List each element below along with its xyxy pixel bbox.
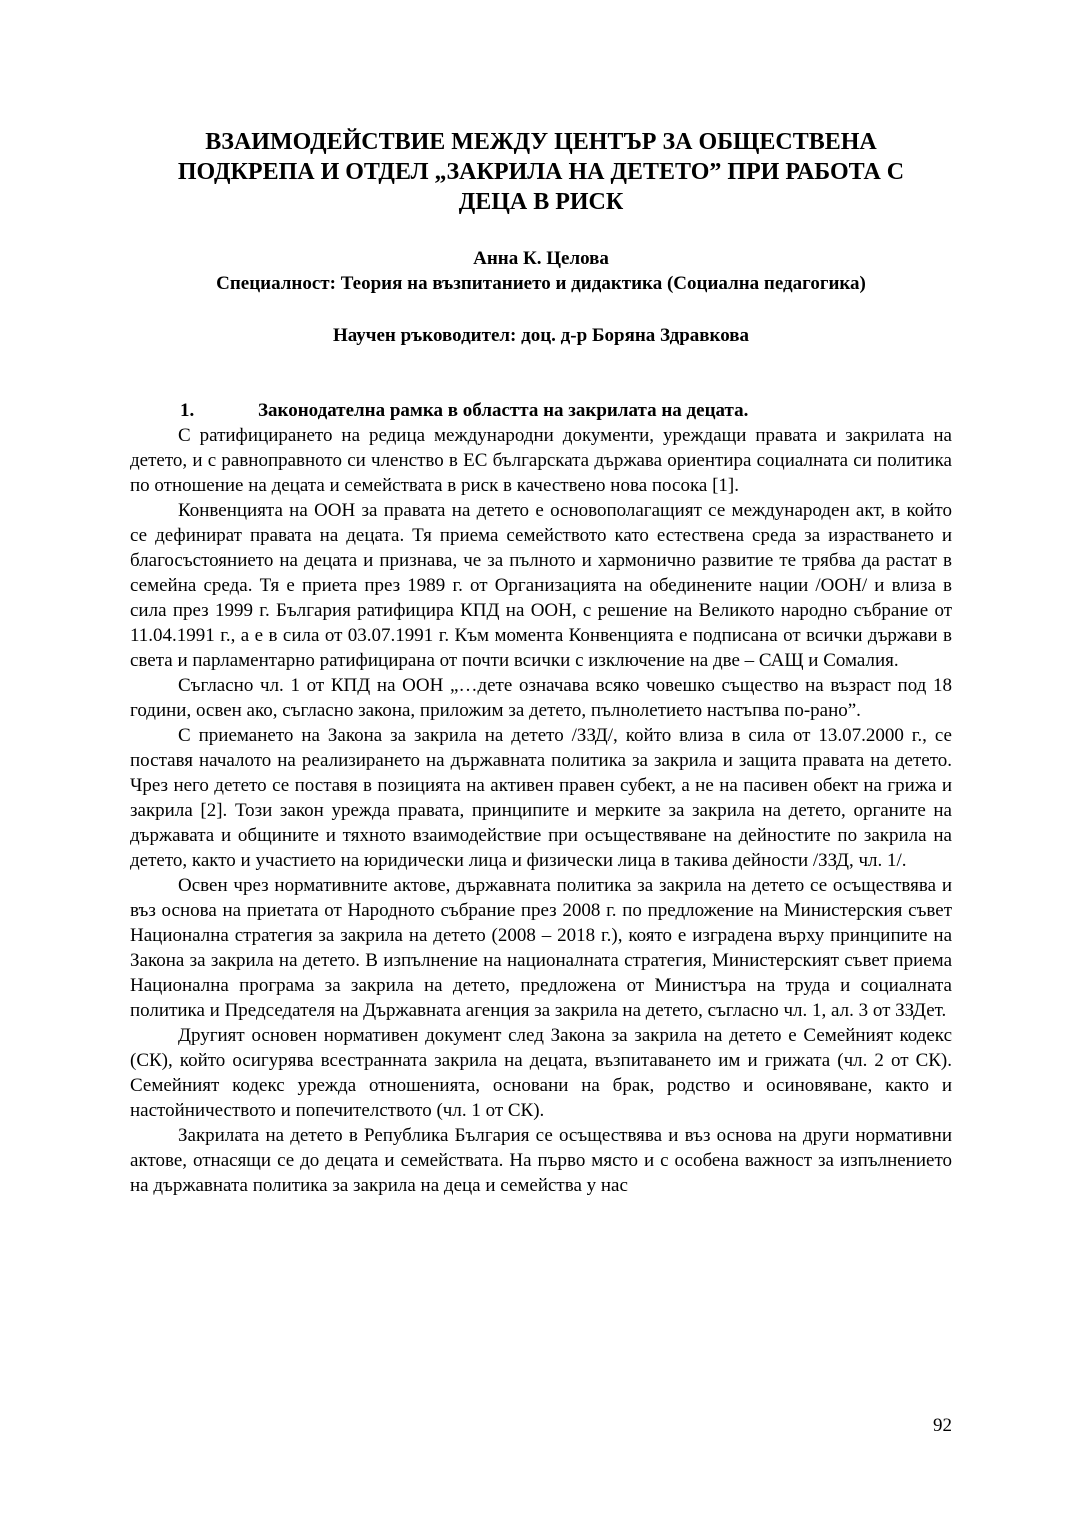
paragraph: Закрилата на детето в Република България се осъществява и въз основа на други нормативни актове, отнасящи се до децата и семействата. На първо място и с особена важност за изпълнението на държавната политика за закрила на деца и семейства у нас [130,1125,952,1196]
author-block [130,246,952,296]
paragraph: Освен чрез нормативните актове, държавната политика за закрила на детето се осъществява и въз основа на приетата от Народното събрание през 2008 г. по предложение на Министерския съвет Национална стратегия за закрила на детето (2008 – 2018 г.), която е изградена върху принципите на Закона за закрила на детето. В изпълнение на националната стратегия, Министерският съвет приема Национална програма за закрила на детето, предложена от Министъра на труда и социалната политика и Председателя на Държавната агенция за закрила на детето, съгласно чл. 1, ал. 3 от ЗЗДет. [130,875,952,1021]
paragraph: Конвенцията на ООН за правата на детето е основополагащият се международен акт, в който се дефинират правата на децата. Тя приема семейството като естествена среда за израстването и благосъстоянието на децата и признава, че за пълното и хармонично развитие те трябва да растат в семейна среда. Тя е приета през 1989 г. от Организацията на обединените нации /ООН/ и влиза в сила през 1999 г. България ратифицира КПД на ООН, с решение на Великото народно събрание от 11.04.1991 г., а е в сила от 03.07.1991 г. Към момента Конвенцията е подписана от всички държави в света и парламентарно ратифицирана от почти всички с изключение на две – САЩ и Сомалия. [130,500,952,671]
title-line: ДЕЦА В РИСК [458,189,624,215]
paragraph: Другият основен нормативен документ след Закона за закрила на детето е Семейният кодекс (СК), който осигурява всестранната закрила на децата, възпитаването им и грижата (чл. 2 от СК). Семейният кодекс урежда отношенията, основани на брак, родство и осиновяване, както и настойничеството и попечителството (чл. 1 от СК). [130,1025,952,1121]
title-line: ВЗАИМОДЕЙСТВИЕ МЕЖДУ ЦЕНТЪР ЗА ОБЩЕСТВЕНА [205,129,877,155]
paragraph: Съгласно чл. 1 от КПД на ООН „…дете означава всяко човешко същество на възраст под 18 години, освен ако, съгласно закона, приложим за детето, пълнолетието настъпва по-рано”. [130,675,952,721]
document-page [130,0,952,1528]
page-number: 92 [933,1415,952,1436]
paragraph: С ратифицирането на редица международни документи, уреждащи правата и закрилата на детето, и с равноправното си членство в ЕС българската държава ориентира социалната си политика по отношение на децата и семействата в риск в качествено нова посока [1]. [130,425,952,496]
paper-title [130,127,952,217]
author-specialty: Специалност: Теория на възпитанието и дидактика (Социална педагогика) [216,273,866,294]
body-text [130,423,952,1198]
scientific-advisor: Научен ръководител: доц. д-р Боряна Здравкова [332,325,750,346]
section-title: Законодателна рамка в областта на закрилата на децата. [258,400,749,421]
section-heading [180,398,748,423]
author-name: Анна К. Целова [473,248,609,269]
paragraph: С приемането на Закона за закрила на детето /ЗЗД/, който влиза в сила от 13.07.2000 г., се поставя началото на реализирането на държавната политика за закрила и защита правата на детето. Чрез него детето се поставя в позицията на активен правен субект, а не на пасивен обект на грижа и закрила [2]. Този закон урежда правата, принципите и мерките за закрила на детето, органите на държавата и общините и тяхното взаимодействие при осъществяване на дейностите по закрила на детето, както и участието на юридически лица и физически лица в такива дейности /ЗЗД, чл. 1/. [130,725,952,871]
section-number: 1. [180,400,195,421]
title-line: ПОДКРЕПА И ОТДЕЛ „ЗАКРИЛА НА ДЕТЕТО” ПРИ РАБОТА С [177,159,905,185]
